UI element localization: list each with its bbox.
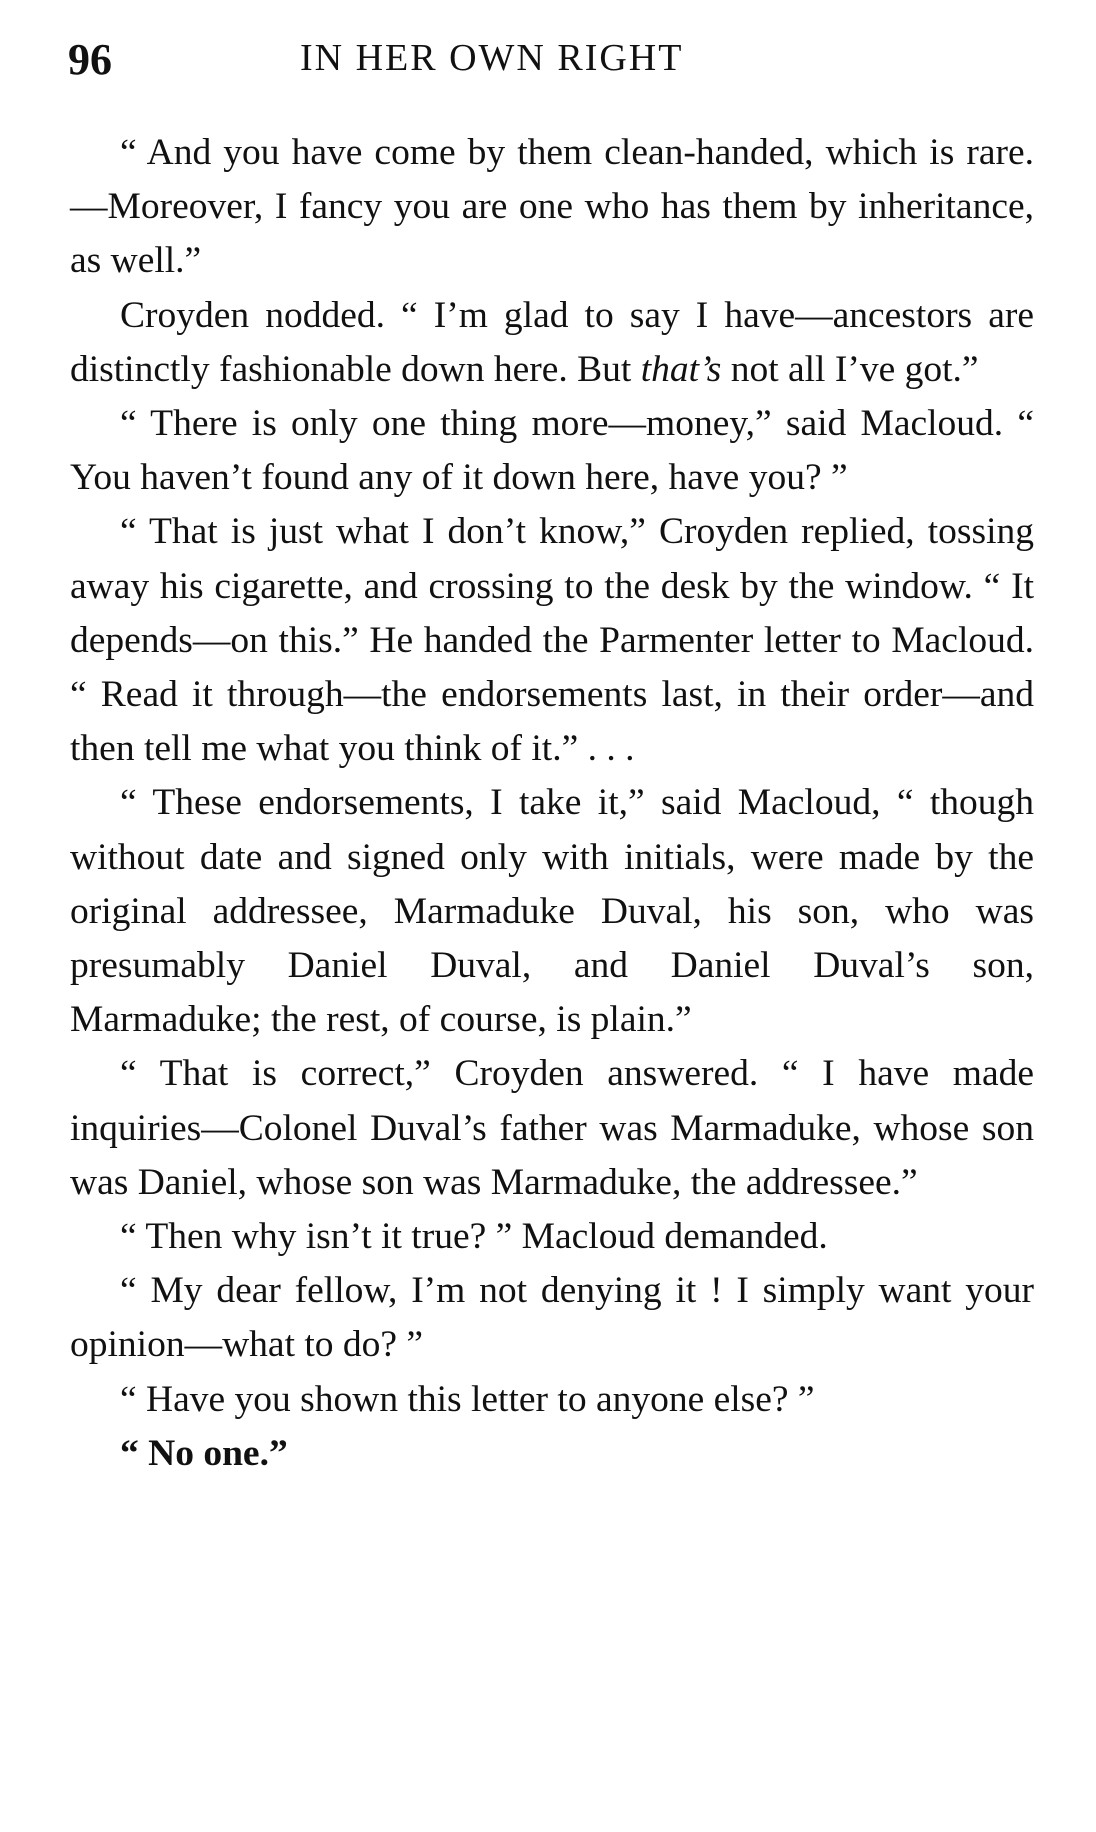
italic-emphasis: that’s (640, 348, 722, 390)
paragraph: “ Then why isn’t it true? ” Macloud demanded. (120, 1216, 828, 1258)
paragraph: “ That is correct,” Croyden answered. “ I have made inquiries—Colonel Duval’s father was Marmaduke, whose son was Daniel, whose son was Marmaduke, the addressee.” (70, 1053, 1034, 1203)
page-number: 96 (68, 35, 112, 84)
paragraph: “ No one.” (120, 1432, 288, 1474)
paragraph: “ Have you shown this letter to anyone else? ” (120, 1378, 815, 1420)
paragraph: “ There is only one thing more—money,” said Macloud. “ You haven’t found any of it down here, have you? ” (70, 403, 1034, 499)
body-text (70, 126, 1034, 1481)
paragraph: “ That is just what I don’t know,” Croyden replied, tossing away his cigarette, and crossing to the desk by the window. “ It depends—on this.” He handed the Parmenter letter to Macloud. “ Read it through—the endorsements last, in their order—and then tell me what you think of it.” . . . (70, 511, 1034, 770)
book-title: IN HER OWN RIGHT (300, 37, 684, 79)
paragraph-text: Croyden nodded. “ I’m glad to say I have—ancestors are distinctly fashionable down here. But (70, 294, 1034, 390)
paragraph: “ My dear fellow, I’m not denying it ! I simply want your opinion—what to do? ” (70, 1270, 1034, 1366)
paragraph: “ And you have come by them clean-handed, which is rare.—Moreover, I fancy you are one who has them by inheritance, as well.” (70, 132, 1034, 282)
paragraph-text: not all I’ve got.” (721, 348, 979, 390)
running-head (68, 30, 1038, 90)
paragraph: “ These endorsements, I take it,” said Macloud, “ though without date and signed only with initials, were made by the original addressee, Marmaduke Duval, his son, who was presumably Daniel Duval, and Daniel Duval’s son, Marmaduke; the rest, of course, is plain.” (70, 782, 1034, 1041)
paragraph (70, 289, 1034, 397)
